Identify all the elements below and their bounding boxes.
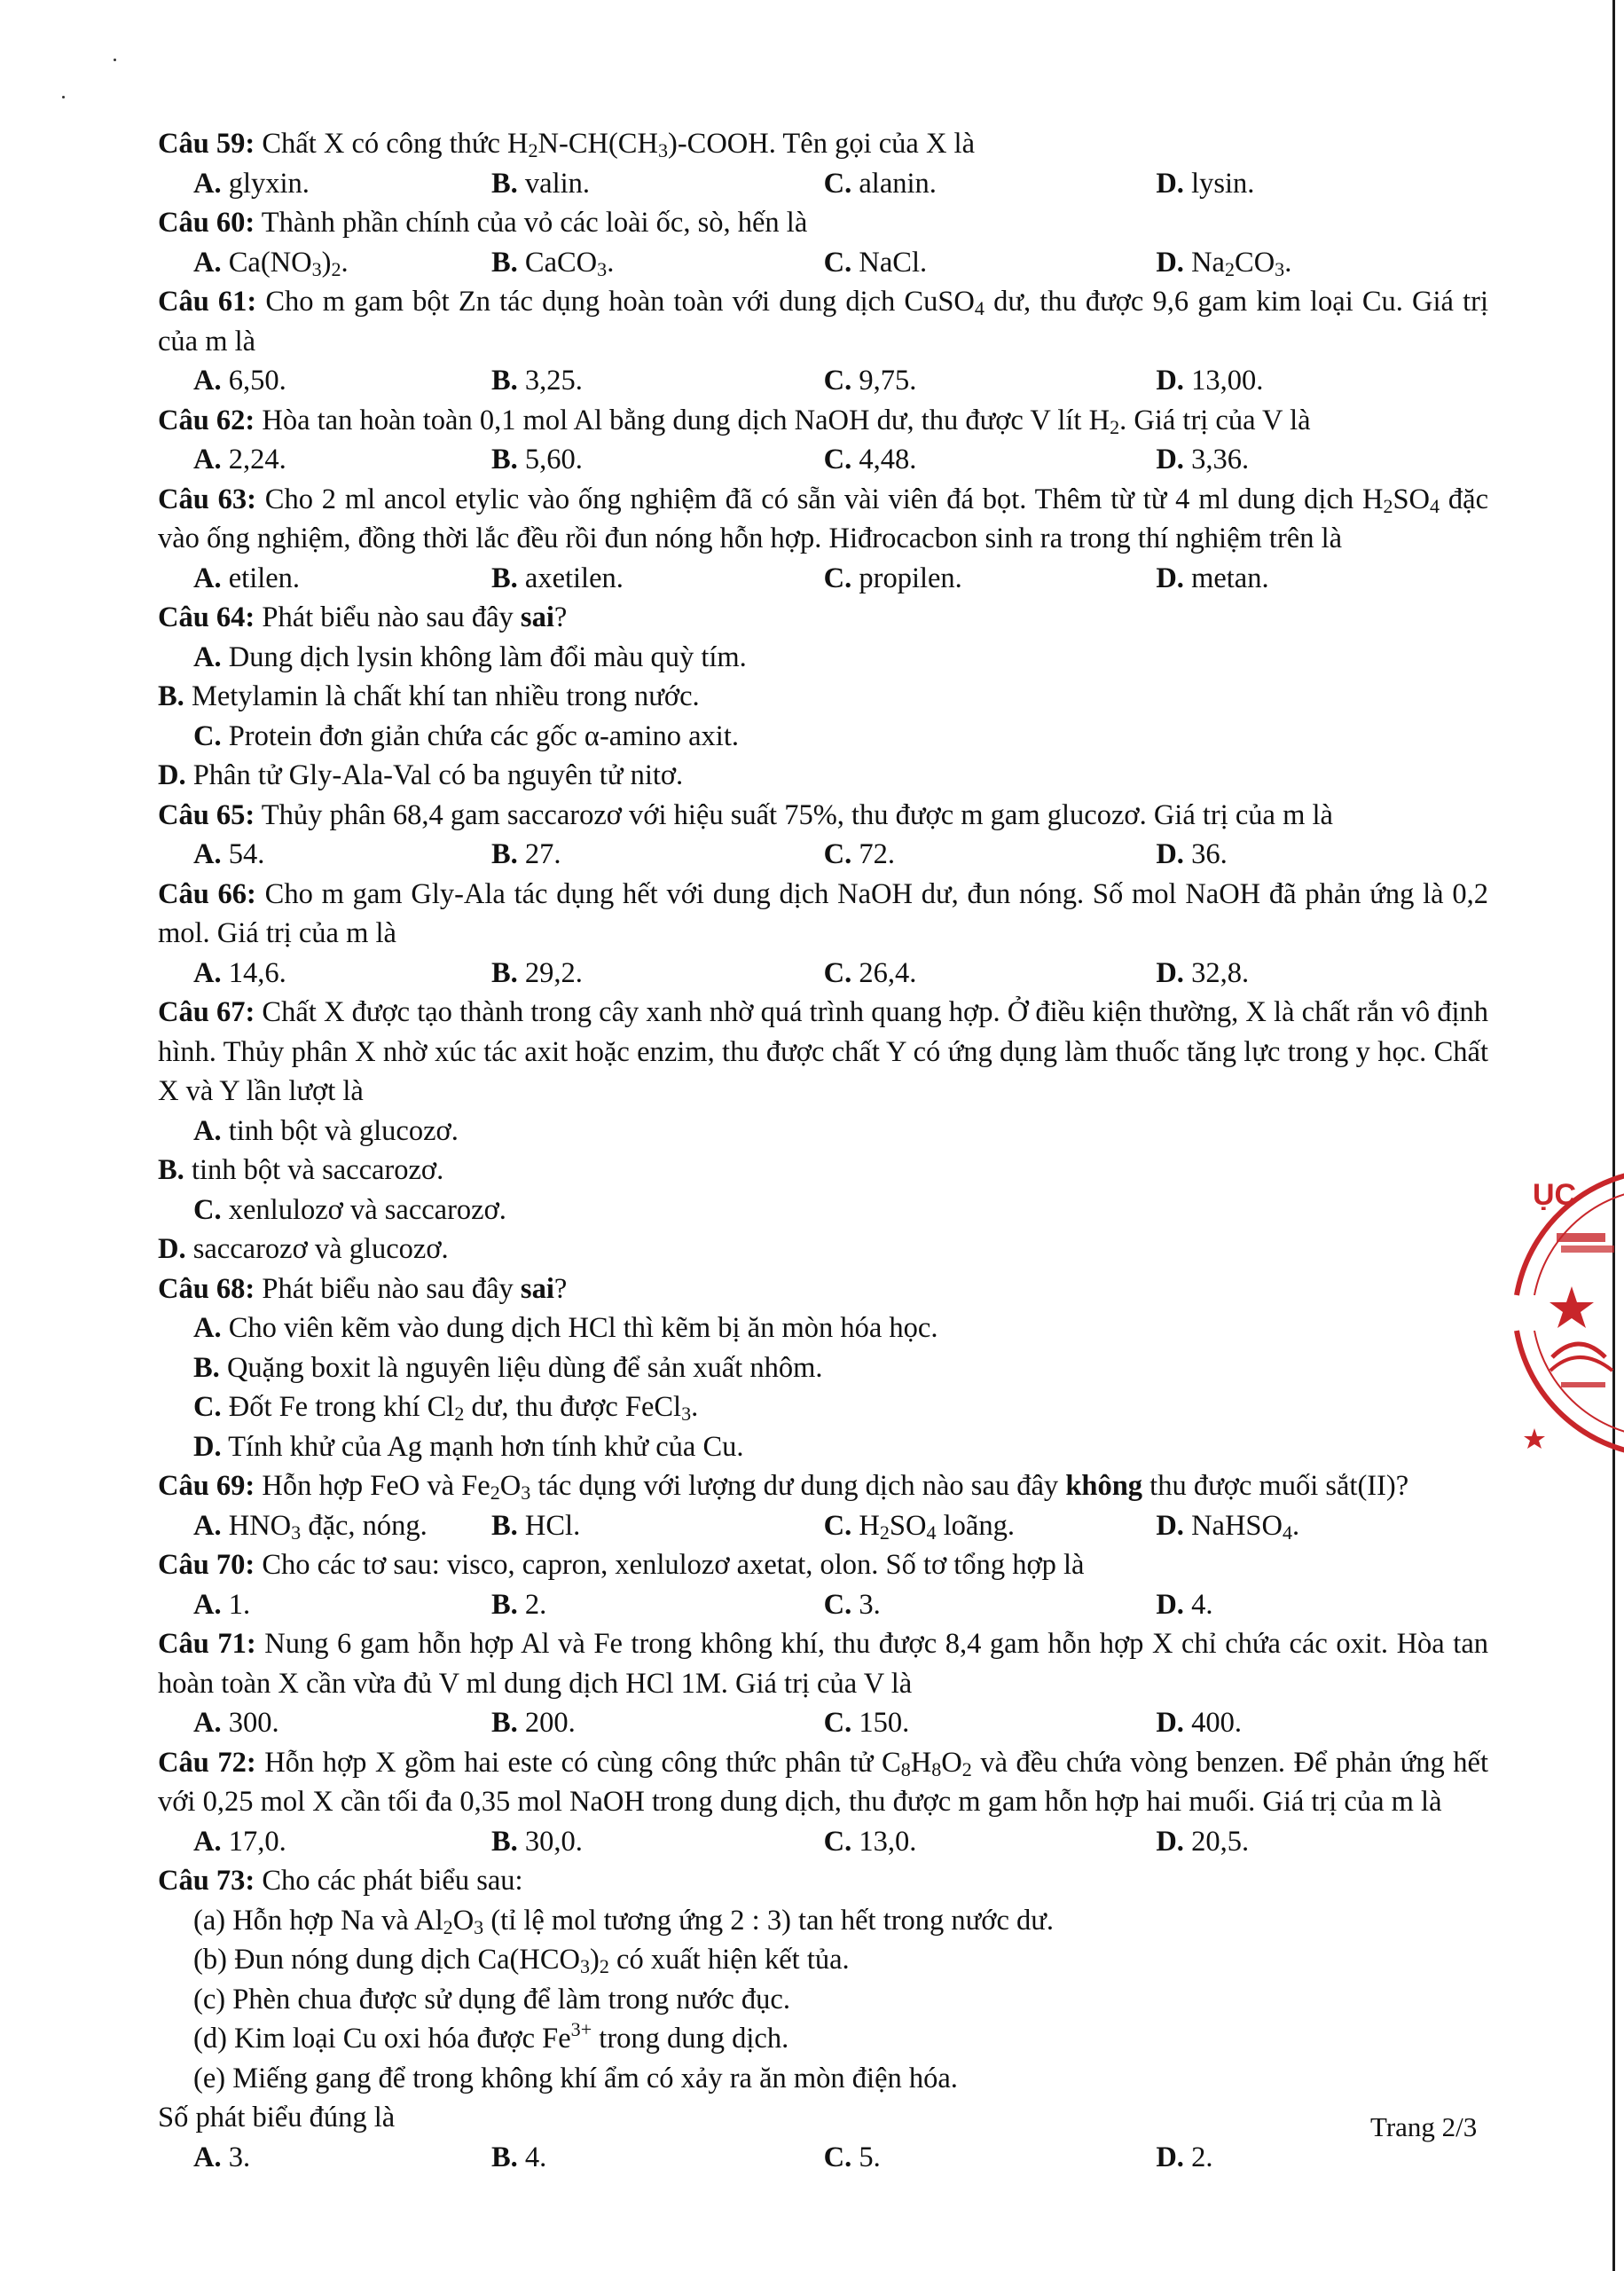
answer-options [158,1822,1488,1862]
question-stem: Câu 59: Chất X có công thức $H_2N-CH(CH_3)$-COOH. Tên gọi của X là [158,128,975,161]
option-c[interactable]: C. propilen. [823,562,962,594]
question-stem: Câu 61: Cho m gam bột Zn tác dụng hoàn toàn với dung dịch CuSO$_4$ dư, thu được 9,6 gam kim loại Cu. Giá trị của m là [158,286,1488,358]
option-d[interactable]: D. Phân tử Gly-Ala-Val có ba nguyên tử nitơ. [158,759,684,791]
option-a[interactable]: A. tinh bột và glucozơ. [193,1114,459,1147]
answer-options [158,361,1488,401]
question-62 [158,401,1488,480]
statement-c: (c) Phèn chua được sử dụng để làm trong nước đục. [193,1983,790,2016]
option-d[interactable]: D. 13,00. [1156,365,1264,397]
question-stem: Câu 68: Phát biểu nào sau đây sai? [158,1272,568,1305]
option-b[interactable]: B. axetilen. [490,562,624,594]
question-65 [158,796,1488,875]
option-b[interactable]: B. 29,2. [490,956,583,989]
option-a[interactable]: A. Dung dịch lysin không làm đổi màu quỳ tím. [193,640,747,673]
exam-page [158,124,1488,2177]
question-stem: Câu 64: Phát biểu nào sau đây sai? [158,601,568,633]
option-b[interactable]: B. 30,0. [490,1825,583,1858]
option-a[interactable]: A. 2,24. [193,444,286,475]
answer-options [158,1112,1488,1269]
question-stem: Câu 67: Chất X được tạo thành trong cây xanh nhờ quá trình quang hợp. Ở điều kiện thường, X là chất rắn vô định hình. Thủy phân X nhờ xúc tác axit hoặc enzim, thu được chất Y có ứng dụng làm thuốc tăng lực trong y học. Chất X và Y lần lượt là [158,996,1489,1107]
option-b[interactable]: B. CaCO$_3$. [490,246,615,280]
option-c[interactable]: C. Đốt Fe trong khí $Cl_2$ dư, thu được FeCl$_3$. [193,1391,699,1425]
question-70 [158,1545,1488,1624]
answer-options [158,1308,1488,1466]
option-c[interactable]: C. 150. [823,1707,910,1739]
option-a[interactable]: A. etilen. [193,562,301,594]
option-a[interactable]: A. Cho viên kẽm vào dung dịch HCl thì kẽm bị ăn mòn hóa học. [193,1312,938,1344]
option-d[interactable]: D. metan. [1156,562,1269,594]
stamp-text: ỤC [1533,1178,1577,1212]
option-b[interactable]: B. 3,25. [490,365,583,397]
option-c[interactable]: C. alanin. [823,167,937,200]
option-a[interactable]: A. 300. [193,1707,279,1739]
answer-options [158,954,1488,994]
option-d[interactable]: D. 2. [1156,2141,1213,2173]
option-d[interactable]: D. Tính khử của Ag mạnh hơn tính khử của Cu. [193,1430,744,1463]
option-c[interactable]: C. NaCl. [823,246,928,279]
option-d[interactable]: D. 3,36. [1156,444,1250,475]
answer-options [158,1703,1488,1743]
scan-speck [62,96,65,98]
option-c[interactable]: C. 72. [823,838,895,870]
question-66 [158,875,1488,994]
scan-speck [114,59,116,61]
option-a[interactable]: A. 3. [193,2141,251,2173]
question-stem: Câu 69: Hỗn hợp FeO và $Fe_2O_3$ tác dụng với lượng dư dung dịch nào sau đây không thu được muối sắt(II)? [158,1470,1409,1504]
option-c[interactable]: C. 3. [823,1588,881,1621]
question-67 [158,993,1488,1269]
option-c[interactable]: C. 13,0. [823,1825,917,1858]
question-stem: Câu 65: Thủy phân 68,4 gam saccarozơ với hiệu suất 75%, thu được m gam glucozơ. Giá trị của m là [158,798,1333,831]
option-d[interactable]: D. 4. [1156,1588,1213,1621]
option-a[interactable]: A. 17,0. [193,1825,286,1858]
question-stem: Câu 60: Thành phần chính của vỏ các loài ốc, sò, hến là [158,207,808,239]
question-59 [158,124,1488,203]
option-d[interactable]: D. saccarozơ và glucozơ. [158,1233,449,1265]
option-d[interactable]: D. lysin. [1156,167,1255,200]
option-a[interactable]: A. $HNO_3$ đặc, nóng. [193,1509,428,1544]
option-d[interactable]: D. 20,5. [1156,1825,1250,1858]
option-a[interactable]: A. 14,6. [193,956,286,989]
statement-a: (a) Hỗn hợp Na và $Al_2O_3$ (tỉ lệ mol tương ứng 2 : 3) tan hết trong nước dư. [193,1904,1055,1938]
option-d[interactable]: D. 32,8. [1156,956,1250,989]
option-b[interactable]: B. 27. [490,838,561,870]
option-c[interactable]: C. Protein đơn giản chứa các gốc α-amino axit. [193,719,739,752]
answer-options [158,2138,1488,2178]
question-stem: Câu 66: Cho m gam Gly-Ala tác dụng hết với dung dịch NaOH dư, đun nóng. Số mol NaOH đã phản ứng là 0,2 mol. Giá trị của m là [158,877,1488,949]
question-69 [158,1466,1488,1545]
statement-d: (d) Kim loại Cu oxi hóa được $Fe^{3+}$ trong dung dịch. [193,2017,789,2055]
question-68 [158,1269,1488,1467]
answer-options [158,835,1488,875]
option-c[interactable]: C. xenlulozơ và saccarozơ. [193,1193,506,1226]
option-b[interactable]: B. valin. [490,167,590,200]
question-stem: Câu 71: Nung 6 gam hỗn hợp Al và Fe trong không khí, thu được 8,4 gam hỗn hợp X chỉ chứa các oxit. Hòa tan hoàn toàn X cần vừa đủ V ml dung dịch HCl 1M. Giá trị của V là [158,1628,1488,1700]
question-63 [158,480,1488,599]
option-b[interactable]: B. tinh bột và saccarozơ. [158,1154,444,1186]
option-c[interactable]: C. $H_2SO_4$ loãng. [823,1509,1015,1544]
option-a[interactable]: A. $Ca(NO_3)_2$. [193,246,349,280]
option-b[interactable]: B. 5,60. [490,444,583,475]
answer-options [158,1585,1488,1625]
answer-options [158,1506,1488,1546]
question-60 [158,203,1488,282]
question-71 [158,1624,1488,1743]
statement-list [158,1901,1488,2099]
answer-options [158,559,1488,599]
option-c[interactable]: C. 26,4. [823,956,917,989]
statement-e: (e) Miếng gang để trong không khí ẩm có xảy ra ăn mòn điện hóa. [193,2062,958,2094]
question-closing: Số phát biểu đúng là [158,2102,396,2133]
option-b[interactable]: B. 4. [490,2141,547,2173]
option-a[interactable]: A. 1. [193,1588,251,1621]
answer-options [158,243,1488,283]
question-73 [158,1861,1488,2177]
question-stem: Câu 73: Cho các phát biểu sau: [158,1865,523,1897]
answer-options [158,440,1488,480]
page-edge-line [1612,0,1615,2271]
option-a[interactable]: A. 6,50. [193,365,286,397]
question-stem: Câu 63: Cho 2 ml ancol etylic vào ống nghiệm đã có sẵn vài viên đá bọt. Thêm từ từ 4 ml dung dịch $H_2SO_4$ đặc vào ống nghiệm, đồng thời lắc đều rồi đun nóng hỗn hợp. Hiđrocacbon sinh ra trong thí nghiệm trên là [158,483,1488,554]
answer-options [158,164,1488,204]
question-stem: Câu 72: Hỗn hợp X gồm hai este có cùng công thức phân tử $C_8H_8O_2$ và đều chứa vòng benzen. Để phản ứng hết với 0,25 mol X cần tối đa 0,35 mol NaOH trong dung dịch, thu được m gam hỗn hợp hai muối. Giá trị của m là [158,1746,1489,1818]
option-b[interactable]: B. 200. [490,1707,576,1739]
option-d[interactable]: D. $Na_2CO_3$. [1156,246,1292,280]
option-c[interactable]: C. 9,75. [823,365,917,397]
statement-b: (b) Đun nóng dung dịch $Ca(HCO_3)_2$ có xuất hiện kết tủa. [193,1944,850,1977]
option-b[interactable]: B. HCl. [490,1509,581,1542]
option-d[interactable]: D. 400. [1156,1707,1242,1739]
option-b[interactable]: B. Quặng boxit là nguyên liệu dùng để sản xuất nhôm. [193,1351,823,1384]
question-61 [158,282,1488,401]
answer-options [158,638,1488,796]
option-b[interactable]: B. Metylamin là chất khí tan nhiều trong nước. [158,680,700,712]
question-72 [158,1743,1488,1862]
page-number: Trang 2/3 [1370,2111,1478,2142]
option-d[interactable]: D. 36. [1156,838,1228,870]
question-stem: Câu 70: Cho các tơ sau: visco, capron, xenlulozơ axetat, olon. Số tơ tổng hợp là [158,1549,1085,1581]
question-64 [158,598,1488,796]
question-stem: Câu 62: Hòa tan hoàn toàn 0,1 mol Al bằng dung dịch NaOH dư, thu được V lít $H_2$. Giá trị của V là [158,404,1311,438]
option-c[interactable]: C. 4,48. [823,444,917,475]
option-b[interactable]: B. 2. [490,1588,547,1621]
option-a[interactable]: A. 54. [193,838,265,870]
option-d[interactable]: D. NaHSO$_4$. [1156,1509,1300,1544]
option-c[interactable]: C. 5. [823,2141,881,2173]
official-stamp [1508,1153,1624,1473]
option-a[interactable]: A. glyxin. [193,167,310,200]
